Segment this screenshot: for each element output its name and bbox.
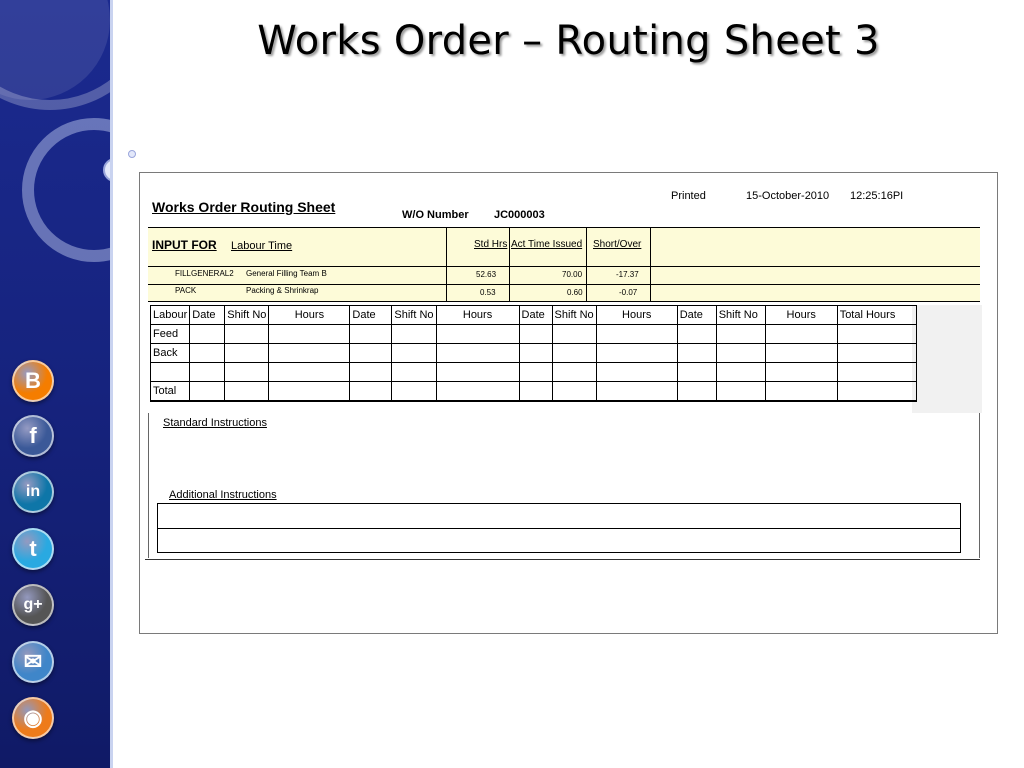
divider (148, 301, 980, 302)
grid-header-cell: Date (677, 306, 716, 325)
grid-header-cell: Hours (269, 306, 350, 325)
grid-row (151, 325, 917, 344)
grid-header-cell: Hours (436, 306, 519, 325)
grid-header-cell: Date (519, 306, 552, 325)
decorative-ring (22, 118, 113, 262)
additional-instructions-label: Additional Instructions (169, 489, 277, 501)
rss-icon[interactable]: ◉ (12, 697, 54, 739)
linkedin-icon[interactable]: in (12, 471, 54, 513)
email-icon[interactable]: ✉ (12, 641, 54, 683)
document-heading: Works Order Routing Sheet (152, 199, 336, 215)
act-time-header: Act Time Issued (511, 239, 583, 250)
grid-header-cell: Shift No (225, 306, 269, 325)
additional-instructions-box (157, 503, 961, 553)
grid-header-cell: Hours (765, 306, 837, 325)
routing-sheet-document (139, 172, 998, 634)
divider (979, 413, 980, 558)
googleplus-icon[interactable]: g+ (12, 584, 54, 626)
divider (446, 227, 447, 301)
grid-header-cell: Labour (151, 306, 190, 325)
left-decorative-sidebar (0, 0, 113, 768)
grid-row (151, 363, 917, 382)
grid-total-row (151, 382, 917, 402)
decorative-arc (0, 0, 113, 110)
row-act-time: 0.60 (567, 288, 583, 297)
grid-row (151, 344, 917, 363)
divider (148, 227, 980, 228)
row-description: General Filling Team B (246, 269, 327, 278)
blogger-icon[interactable]: B (12, 360, 54, 402)
decorative-small-bubble (128, 150, 136, 158)
divider (586, 227, 587, 301)
row-description: Packing & Shrinkrap (246, 286, 319, 295)
row-code: PACK (175, 286, 197, 295)
grid-header-cell: Date (190, 306, 225, 325)
grid-header-row (151, 306, 917, 325)
printed-label: Printed (671, 190, 706, 202)
sidebar-edge (110, 0, 113, 768)
divider (158, 528, 960, 529)
wo-number-label: W/O Number (402, 209, 469, 221)
row-short-over: -0.07 (619, 288, 638, 297)
divider (148, 266, 980, 267)
short-over-header: Short/Over (593, 239, 642, 250)
row-std-hrs: 0.53 (480, 288, 496, 297)
grid-shaded-area (912, 305, 982, 413)
divider (145, 559, 980, 560)
grid-header-cell: Date (350, 306, 392, 325)
grid-row-label: Back (151, 344, 190, 363)
std-hrs-header: Std Hrs (474, 239, 508, 250)
divider (509, 227, 510, 301)
divider (650, 227, 651, 301)
grid-header-cell: Hours (596, 306, 677, 325)
labour-feedback-grid (150, 305, 917, 402)
row-std-hrs: 52.63 (476, 270, 497, 279)
printed-date: 15-October-2010 (746, 190, 830, 202)
printed-time: 12:25:16PI (850, 190, 904, 202)
grid-total-label: Total (151, 382, 190, 402)
grid-header-cell: Shift No (392, 306, 436, 325)
grid-header-cell: Total Hours (837, 306, 916, 325)
wo-number-value: JC000003 (494, 209, 545, 221)
twitter-icon[interactable]: t (12, 528, 54, 570)
grid-row-label (151, 363, 190, 382)
grid-header-cell: Shift No (552, 306, 596, 325)
facebook-icon[interactable]: f (12, 415, 54, 457)
row-act-time: 70.00 (562, 270, 583, 279)
row-code: FILLGENERAL2 (175, 269, 234, 278)
standard-instructions-label: Standard Instructions (163, 417, 267, 429)
labour-time-label: Labour Time (231, 240, 293, 252)
row-short-over: -17.37 (616, 270, 639, 279)
input-for-label: INPUT FOR (152, 238, 217, 252)
grid-row-label: Feed (151, 325, 190, 344)
divider (148, 284, 980, 285)
slide-title: Works Order – Routing Sheet 3 (257, 18, 880, 64)
grid-header-cell: Shift No (716, 306, 765, 325)
divider (148, 413, 149, 558)
